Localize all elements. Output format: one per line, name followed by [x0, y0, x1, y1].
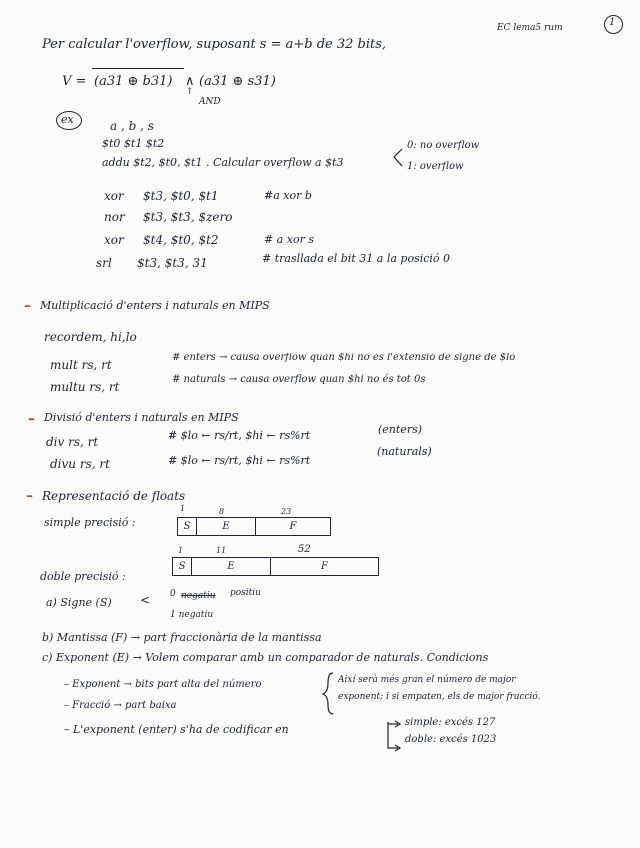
- code-op-2: nor: [104, 210, 125, 224]
- double-bits-f: 52: [298, 544, 311, 555]
- div-kind-2: (naturals): [377, 445, 432, 458]
- mult-comment-1: # enters → causa overflow quan $hi no és l'extensió de signe de $lo: [172, 353, 516, 363]
- code-args-2: $t3, $t3, $zero: [143, 210, 233, 224]
- simple-field-s: S: [178, 518, 197, 535]
- branch-0: 0: no overflow: [407, 140, 480, 151]
- simple-bits-f: 23: [281, 507, 292, 516]
- signe-0-text: positiu: [230, 588, 261, 598]
- double-field-s: S: [173, 558, 192, 575]
- cond-note-2: exponent; i si empaten, els de major fracció.: [338, 692, 541, 702]
- signe-0: 0: [170, 589, 176, 599]
- vars-line: a , b , s: [110, 119, 154, 133]
- code-comment-3: # a xor s: [264, 233, 314, 246]
- code-comment-1: #a xor b: [264, 189, 312, 202]
- floats-title: Representació de floats: [42, 489, 186, 503]
- signe-line: a) Signe (S): [46, 596, 112, 609]
- corner-note: EC lema5 rum: [497, 23, 563, 33]
- cond-1: – Exponent → bits part alta del número: [64, 679, 262, 690]
- page-number: 1: [609, 17, 616, 28]
- div-instr-2: divu rs, rt: [50, 457, 110, 471]
- encode-simple: simple: excés 127: [405, 717, 496, 728]
- mult-instr-1: mult rs, rt: [50, 358, 112, 372]
- addu-line: addu $t2, $t0, $t1 . Calcular overflow a $t3: [102, 156, 344, 169]
- div-comment-1: # $lo ← rs/rt, $hi ← rs%rt: [168, 429, 311, 442]
- code-op-1: xor: [104, 189, 124, 203]
- mantissa-line: b) Mantissa (F) → part fraccionària de la mantissa: [42, 631, 322, 644]
- and-arrow: ↑: [186, 87, 194, 97]
- code-args-3: $t4, $t0, $t2: [143, 233, 219, 247]
- double-label: doble precisió :: [40, 570, 126, 583]
- encode-double: doble: excés 1023: [405, 734, 497, 745]
- simple-bits-e: 8: [219, 507, 225, 516]
- signe-brace: <: [140, 593, 151, 607]
- branch-1: 1: overflow: [407, 161, 464, 172]
- code-args-4: $t3, $t3, 31: [137, 256, 208, 270]
- bullet-floats: –: [26, 488, 33, 504]
- mult-recordem: recordem, hi,lo: [44, 330, 137, 344]
- code-comment-4: # trasllada el bit 31 a la posició 0: [262, 252, 451, 265]
- bullet-mult: –: [24, 298, 31, 314]
- exponent-line: c) Exponent (E) → Volem comparar amb un comparador de naturals. Condicions: [42, 652, 489, 663]
- simple-label: simple precisió :: [44, 516, 136, 529]
- mult-instr-2: multu rs, rt: [50, 380, 120, 394]
- formula-and: ∧: [185, 74, 195, 89]
- signe-1: 1 negatiu: [170, 610, 214, 620]
- div-comment-2: # $lo ← rs/rt, $hi ← rs%rt: [168, 454, 311, 467]
- bullet-div: –: [28, 411, 35, 427]
- double-field-f: F: [321, 561, 328, 572]
- cond-note-1: Així serà més gran el número de major: [338, 675, 516, 685]
- code-args-1: $t3, $t0, $t1: [143, 189, 219, 203]
- regs-line: $t0 $t1 $t2: [102, 137, 165, 150]
- mult-title: Multiplicació d'enters i naturals en MIPS: [40, 299, 270, 312]
- code-op-3: xor: [104, 233, 124, 247]
- overflow-intro: Per calcular l'overflow, suposant s = a+b de 32 bits,: [42, 37, 387, 52]
- simple-bits-s: 1: [180, 504, 186, 513]
- formula-right: (a31 ⊕ s31): [199, 74, 276, 89]
- mult-comment-2: # naturals → causa overflow quan $hi no és tot 0s: [172, 374, 426, 385]
- and-label: AND: [199, 97, 221, 107]
- simple-field-f: F: [289, 521, 297, 532]
- double-field-e: E: [192, 558, 271, 575]
- div-kind-1: (enters): [378, 423, 423, 436]
- encode-line: – L'exponent (enter) s'ha de codificar en: [64, 723, 289, 736]
- cond-2: – Fracció → part baixa: [64, 700, 177, 711]
- code-op-4: srl: [96, 256, 112, 270]
- simple-field-e: E: [197, 518, 256, 535]
- signe-0-struck: negatiu: [181, 591, 216, 601]
- formula-v: V =: [62, 74, 87, 89]
- double-bits-s: 1: [178, 546, 184, 555]
- div-title: Divisió d'enters i naturals en MIPS: [44, 411, 239, 424]
- div-instr-1: div rs, rt: [46, 435, 99, 449]
- formula-left: (a31 ⊕ b31): [94, 74, 173, 89]
- example-label: ex: [61, 113, 74, 126]
- double-bits-e: 11: [216, 546, 227, 555]
